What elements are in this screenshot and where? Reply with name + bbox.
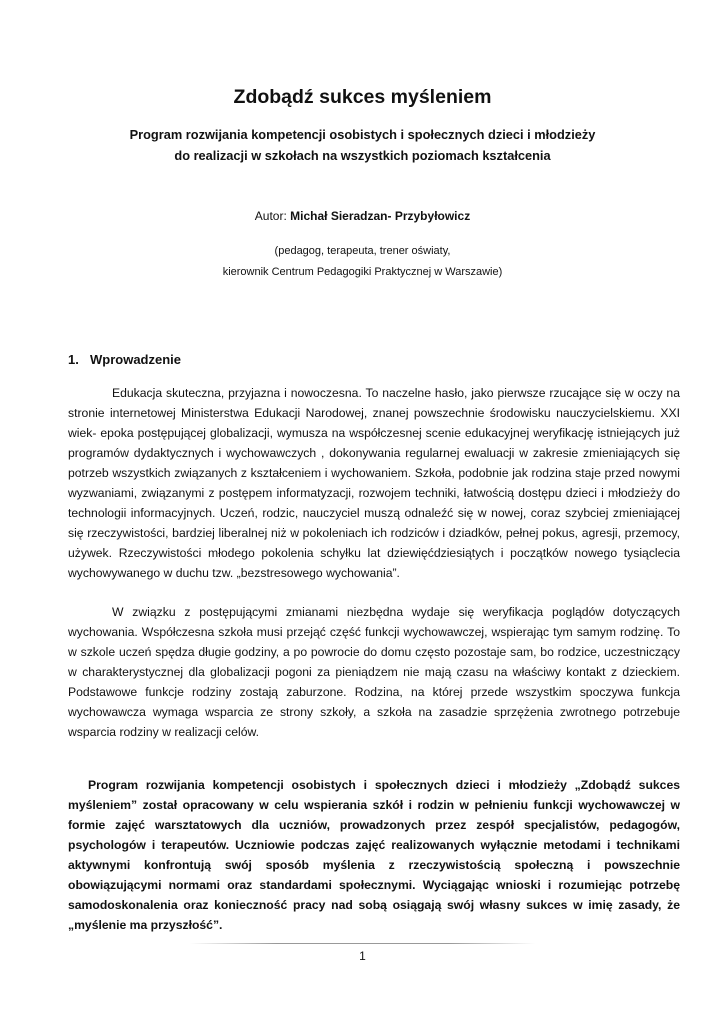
footer-divider — [190, 943, 535, 944]
document-subtitle — [60, 124, 665, 166]
paragraph-program: Program rozwijania kompetencji osobistych i społecznych dzieci i młodzieży „Zdobądź sukces myśleniem” został opracowany w celu wspierania szkół i rodzin w pełnieniu funkcji wychowawczej w formie zajęć warsztatowych dla uczniów, prowadzonych przez zespół specjalistów, pedagogów, psychologów i terapeutów. Uczniowie podczas zajęć realizowanych wyłącznie metodami i technikami aktywnymi konfrontują swój sposób myślenia z rzeczywistością społeczną i powszechnie obowiązującymi normami oraz standardami społecznymi. Wyciągając wnioski i rozumiejąc potrzebę samodoskonalenia oraz konieczność pracy nad sobą osiągają swój własny sukces w imię zasady, że „myślenie ma przyszłość”. — [68, 778, 680, 932]
author-line — [0, 209, 725, 223]
author-affiliation — [0, 241, 725, 283]
paragraph-changes: W związku z postępującymi zmianami niezbędna wydaje się weryfikacja poglądów dotyczących wychowania. Współczesna szkoła musi przejąć część funkcji wychowawczej, wspierając tym samym rodzinę. To w szkole uczeń spędza długie godziny, a po powrocie do domu często pozostaje sam, bo rodzice, uczestniczący w charakterystycznej dla globalizacji pogoni za pieniądzem nie mają czasu na właściwy kontakt z dzieckiem. Podstawowe funkcje rodziny zostają zaburzone. Rodzina, na której przede wszystkim spoczywa funkcja wychowawcza wymaga wsparcia ze strony szkoły, a szkoła na zasadzie sprzężenia zwrotnego potrzebuje wsparcia rodziny w realizacji celów. — [68, 605, 680, 739]
subtitle-line-2: do realizacji w szkołach na wszystkich poziomach kształcenia — [174, 148, 551, 163]
section-heading — [68, 352, 181, 367]
affiliation-line-2: kierownik Centrum Pedagogiki Praktycznej w Warszawie) — [222, 266, 503, 278]
affiliation-line-1: (pedagog, terapeuta, trener oświaty, — [274, 245, 451, 257]
author-label: Autor: — [254, 209, 287, 223]
paragraph-intro: Edukacja skuteczna, przyjazna i nowoczesna. To naczelne hasło, jako pierwsze rzucające się w oczy na stronie internetowej Ministerstwa Edukacji Narodowej, znanej powszechnie środowisku nauczycielskiemu. XXI wiek- epoka postępującej globalizacji, wymusza na współczesnej scenie edukacyjnej weryfikację istniejących już programów dydaktycznych i wychowawczych , dokonywania regularnej ewaluacji w zakresie zmieniających się potrzeb wszystkich związanych z kształceniem i wychowaniem. Szkoła, podobnie jak rodzina staje przed nowymi wyzwaniami, związanymi z postępem informatyzacji, rozwojem techniki, łatwością dostępu dzieci i młodzieży do technologii informacyjnych. Uczeń, rodzic, nauczyciel muszą odnaleźć się w nowej, coraz szybciej zmieniającej się rzeczywistości, bardziej liberalnej niż w pokoleniach ich rodziców i dziadków, pełnej pokus, agresji, przemocy, używek. Rzeczywistości młodego pokolenia schyłku lat dziewięćdziesiątych i początków nowego tysiąclecia wychowywanego w duchu tzw. „bezstresowego wychowania”. — [68, 386, 680, 580]
author-name: Michał Sieradzan- Przybyłowicz — [290, 209, 471, 223]
document-title: Zdobądź sukces myśleniem — [233, 86, 492, 108]
page-number: 1 — [359, 949, 366, 963]
section-title: Wprowadzenie — [90, 352, 182, 367]
section-number: 1. — [68, 352, 79, 367]
subtitle-line-1: Program rozwijania kompetencji osobistych i społecznych dzieci i młodzieży — [129, 127, 596, 142]
